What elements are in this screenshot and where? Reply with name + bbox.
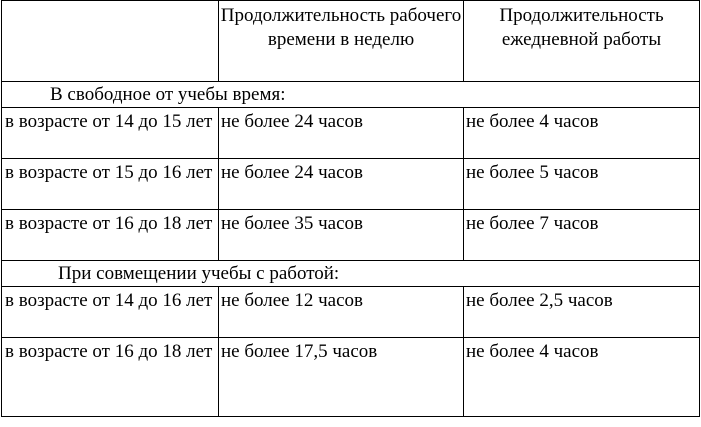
section-row-free-time [2, 82, 700, 108]
table-row [2, 210, 700, 261]
section-title: При совмещении учебы с работой: [2, 261, 700, 287]
weekly-cell: не более 24 часов [219, 159, 464, 210]
weekly-cell: не более 24 часов [219, 108, 464, 159]
weekly-cell: не более 17,5 часов [219, 338, 464, 417]
age-cell: в возрасте от 14 до 16 лет [2, 287, 219, 338]
daily-cell: не более 7 часов [464, 210, 700, 261]
table-row [2, 159, 700, 210]
age-cell: в возрасте от 14 до 15 лет [2, 108, 219, 159]
age-cell: в возрасте от 16 до 18 лет [2, 210, 219, 261]
table-row [2, 108, 700, 159]
weekly-cell: не более 35 часов [219, 210, 464, 261]
section-title: В свободное от учебы время: [2, 82, 700, 108]
age-cell: в возрасте от 15 до 16 лет [2, 159, 219, 210]
header-daily-hours: Продолжительность ежедневной работы [464, 1, 700, 82]
working-hours-table [1, 0, 700, 417]
weekly-cell: не более 12 часов [219, 287, 464, 338]
table-row [2, 287, 700, 338]
header-weekly-hours: Продолжительность рабочего времени в неделю [219, 1, 464, 82]
daily-cell: не более 5 часов [464, 159, 700, 210]
daily-cell: не более 2,5 часов [464, 287, 700, 338]
daily-cell: не более 4 часов [464, 108, 700, 159]
age-cell: в возрасте от 16 до 18 лет [2, 338, 219, 417]
section-row-combined-study [2, 261, 700, 287]
daily-cell: не более 4 часов [464, 338, 700, 417]
header-empty-cell [2, 1, 219, 82]
table-row [2, 338, 700, 417]
table-header-row [2, 1, 700, 82]
